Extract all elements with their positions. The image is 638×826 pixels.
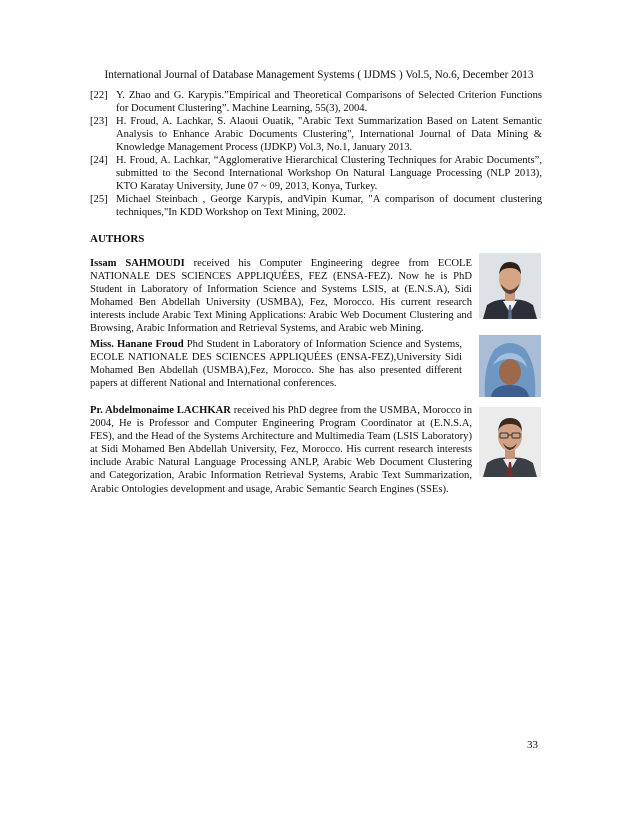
page-number: 33 xyxy=(527,739,538,751)
reference-text: H. Froud, A. Lachkar, “Agglomerative Hierarchical Clustering Techniques for Arabic Documents”, submitted to the Second International Workshop On Natural Language Processing (NLP 2013), KTO Karatay University, June 07 ~ 09, 2013, Konya, Turkey. xyxy=(116,155,542,192)
author-bio-text: Phd Student in Laboratory of Information Science and Systems, ECOLE NATIONALE DES SCIENCES APPLIQUÉES (ENSA-FEZ),University Sidi Mohamed Ben Abdellah (USMBA),Fez, Morocco. She has also presented different papers at different National and International conferences. xyxy=(90,339,463,390)
reference-item xyxy=(90,115,542,154)
author-bio-1 xyxy=(90,257,472,336)
reference-item xyxy=(90,193,542,219)
reference-item xyxy=(90,154,542,193)
reference-text: H. Froud, A. Lachkar, S. Alaoui Ouatik, "Arabic Text Summarization Based on Latent Semantic Analysis to Enhance Arabic Documents Clustering", International Journal of Data Mining & Knowledge Management Process (IJDKP) Vol.3, No.1, January 2013. xyxy=(116,116,542,153)
author-bio-3 xyxy=(90,404,472,496)
reference-text: Y. Zhao and G. Karypis.”Empirical and Theoretical Comparisons of Selected Criterion Functions for Document Clustering”. Machine Learning, 55(3), 2004. xyxy=(116,90,542,114)
authors-heading: AUTHORS xyxy=(90,233,145,245)
reference-number: [24] xyxy=(90,155,108,166)
author-name: Issam SAHMOUDI xyxy=(90,258,185,269)
author-bio-2 xyxy=(90,338,462,390)
reference-list xyxy=(90,89,542,219)
author-photo-3 xyxy=(479,407,541,477)
author-bio-text: received his Computer Engineering degree from ECOLE NATIONALE DES SCIENCES APPLIQUÉES, FEZ (ENSA-FEZ). Now he is PhD Student in Laboratory of Information Science and Systems LSIS, at (E.N.S.A), Sidi Mohamed Ben Abdellah University (USMBA), Fez, Morocco. His current research interests include Arabic Text Mining Applications: Arabic Web Document Clustering and Browsing, Arabic Information and Retrieval Systems, and Arabic web Mining. xyxy=(90,258,472,335)
reference-number: [25] xyxy=(90,194,108,205)
author-bio-text: received his PhD degree from the USMBA, Morocco in 2004, He is Professor and Computer Engineering Program Coordinator at (E.N.S.A, FES), and the Head of the Systems Architecture and Multimedia Team (LSIS Laboratory) at Sidi Mohamed Ben Abdellah University, Fez, Morocco. His current research interests include Arabic Natural Language Processing ANLP, Arabic Web Document Clustering and Categorization, Arabic Information Retrieval Systems, Arabic Text Summarization, Arabic Ontologies development and usage, Arabic Semantic Search Engines (SSEs). xyxy=(90,405,472,495)
author-photo-1 xyxy=(479,253,541,319)
journal-header: International Journal of Database Management Systems ( IJDMS ) Vol.5, No.6, December 2013 xyxy=(104,69,534,81)
author-name: Miss. Hanane Froud xyxy=(90,339,184,350)
reference-number: [23] xyxy=(90,116,108,127)
reference-item xyxy=(90,89,542,115)
reference-number: [22] xyxy=(90,90,108,101)
author-photo-2 xyxy=(479,335,541,397)
reference-text: Michael Steinbach , George Karypis, andVipin Kumar, "A comparison of document clustering techniques,"In KDD Workshop on Text Mining, 2002. xyxy=(116,194,542,218)
author-name: Pr. Abdelmonaime LACHKAR xyxy=(90,405,231,416)
